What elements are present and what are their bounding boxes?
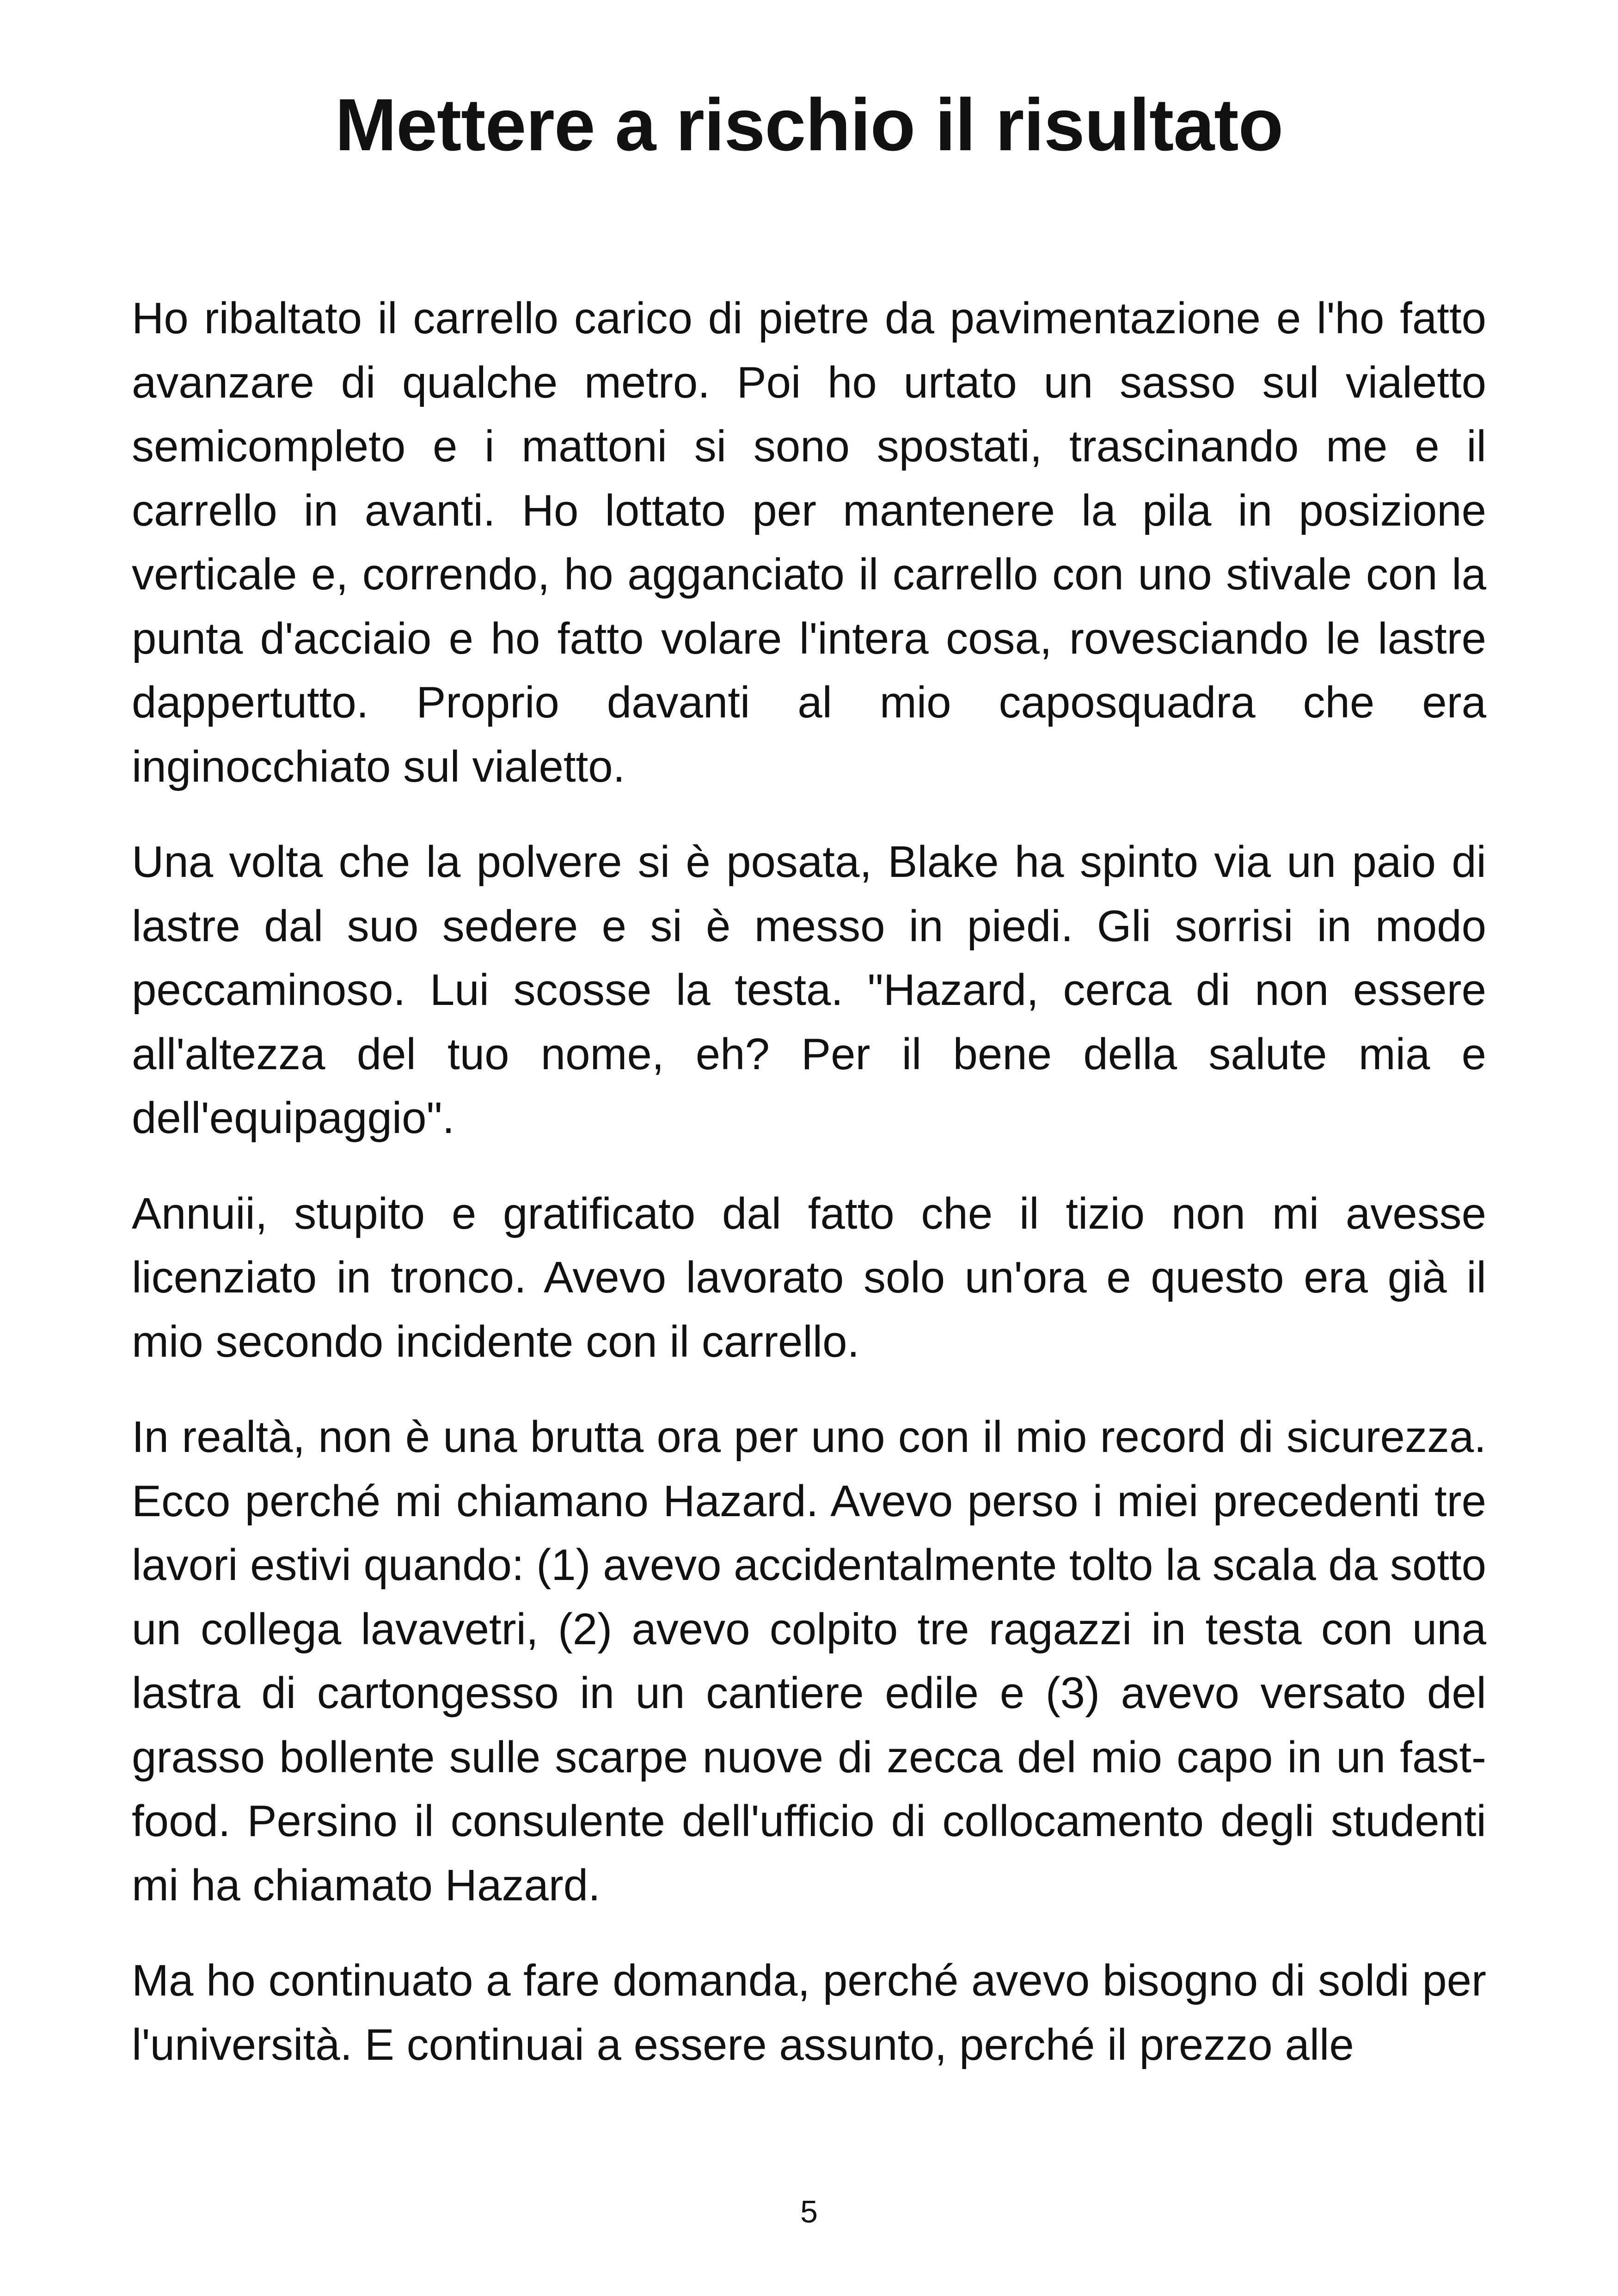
paragraph: Annuii, stupito e gratificato dal fatto che il tizio non mi avesse licenziato in tronco. Avevo lavorato solo un'ora e questo era già il mio secondo incidente con il carrello. <box>132 1188 1486 1366</box>
page-number: 5 <box>800 2194 818 2229</box>
paragraph: Ma ho continuato a fare domanda, perché avevo bisogno di soldi per l'università. E continuai a essere assunto, perché il prezzo alle <box>132 1956 1486 2069</box>
paragraph: In realtà, non è una brutta ora per uno con il mio record di sicurezza. Ecco perché mi chiamano Hazard. Avevo perso i miei precedenti tre lavori estivi quando: (1) avevo accidentalmente tolto la scala da sotto un collega lavavetri, (2) avevo colpito tre ragazzi in testa con una lastra di cartongesso in un cantiere edile e (3) avevo versato del grasso bollente sulle scarpe nuove di zecca del mio capo in un fast-food. Persino il consulente dell'ufficio di collocamento degli studenti mi ha chiamato Hazard. <box>132 1412 1486 1910</box>
paragraph: Ho ribaltato il carrello carico di pietre da pavimentazione e l'ho fatto avanzare di qualche metro. Poi ho urtato un sasso sul vialetto semicompleto e i mattoni si sono spostati, trascinando me e il carrello in avanti. Ho lottato per mantenere la pila in posizione verticale e, correndo, ho agganciato il carrello con uno stivale con la punta d'acciaio e ho fatto volare l'intera cosa, rovesciando le lastre dappertutto. Proprio davanti al mio caposquadra che era inginocchiato sul vialetto. <box>132 294 1486 791</box>
page-title: Mettere a rischio il risultato <box>335 83 1283 166</box>
body-text <box>132 287 1486 2108</box>
paragraph: Una volta che la polvere si è posata, Blake ha spinto via un paio di lastre dal suo sedere e si è messo in piedi. Gli sorrisi in modo peccaminoso. Lui scosse la testa. "Hazard, cerca di non essere all'altezza del tuo nome, eh? Per il bene della salute mia e dell'equipaggio". <box>132 837 1486 1143</box>
